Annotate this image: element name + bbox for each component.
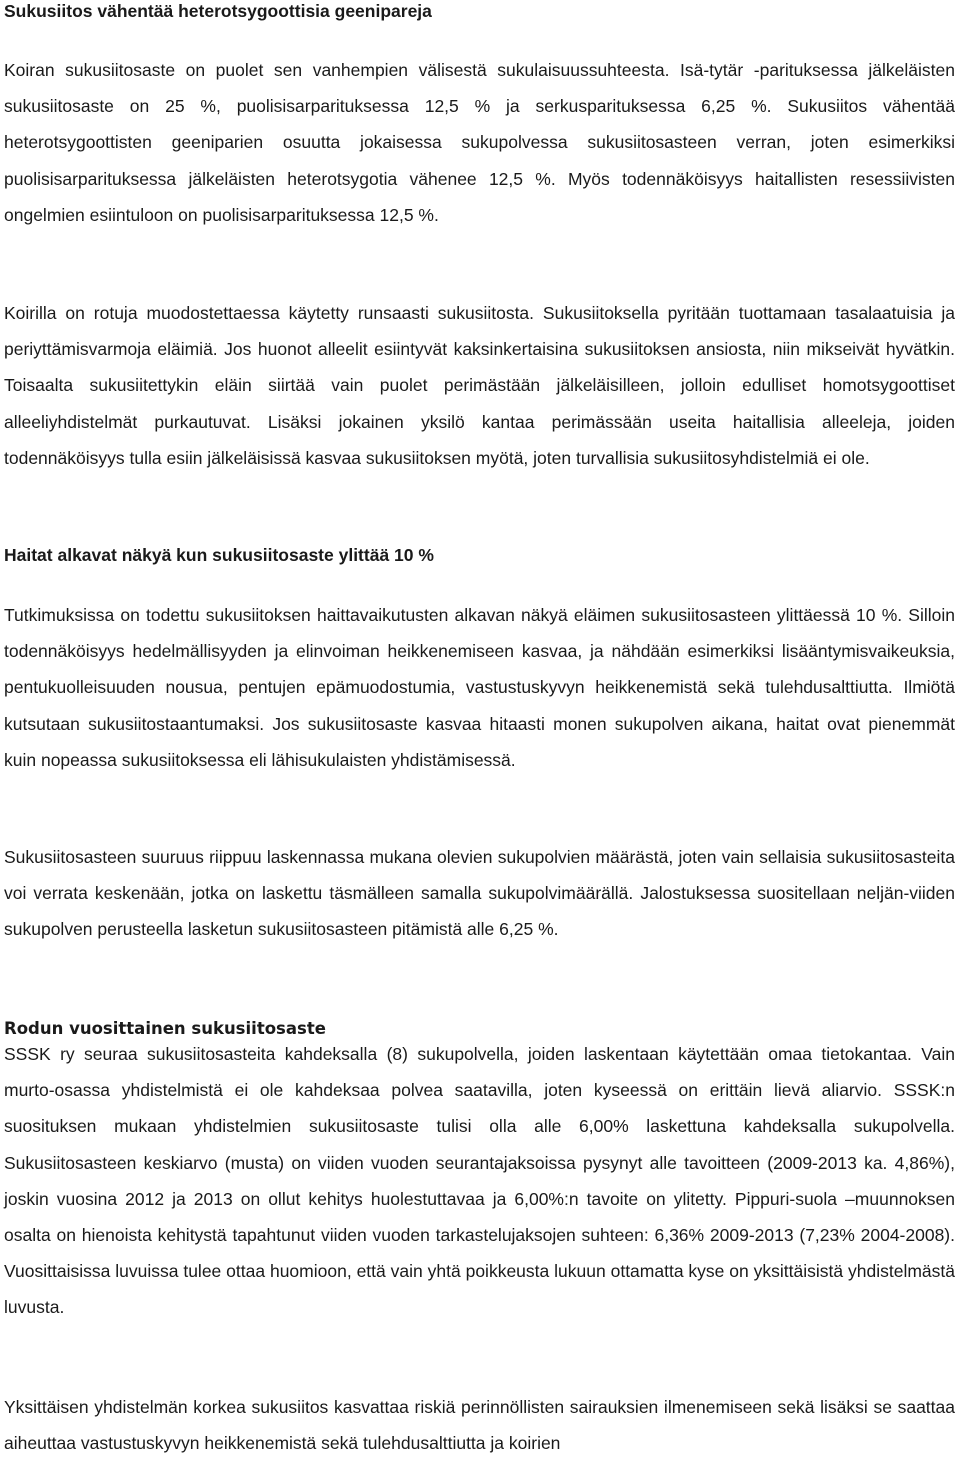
paragraph-inbreeding-depression: Tutkimuksissa on todettu sukusiitoksen haittavaikutusten alkavan näkyä eläimen sukusiitosasteen ylittäessä 10 %. Silloin todennäköisyys hedelmällisyyden ja elinvoiman heikkenemiseen kasvaa, ja nähdään esimerkiksi lisääntymisvaikeuksia, pentukuolleisuuden nousua, pentujen epämuodostumia, vastustuskyvyn heikkenemistä sekä tulehdusalttiutta. Ilmiötä kutsutaan sukusiitostaantumaksi. Jos sukusiitosaste kasvaa hitaasti monen sukupolven aikana, haitat ovat pienemmät kuin nopeassa sukusiitoksessa eli lähisukulaisten yhdistämisessä. [4, 605, 955, 770]
section-title-harm-threshold: Haitat alkavat näkyä kun sukusiitosaste ylittää 10 % [4, 545, 434, 565]
section-title-yearly-inbreeding: Rodun vuosittainen sukusiitosaste [4, 1019, 326, 1038]
paragraph-single-litter-risk: Yksittäisen yhdistelmän korkea sukusiitos kasvattaa riskiä perinnöllisten sairauksien ilmenemiseen sekä lisäksi se saattaa aiheuttaa vastustuskyvyn heikkenemistä sekä tulehdusalttiutta ja koirien [4, 1397, 955, 1454]
paragraph-sssk-monitoring: SSSK ry seuraa sukusiitosasteita kahdeksalla (8) sukupolvella, joiden laskentaan käytettään omaa tietokantaa. Vain murto-osassa yhdistelmistä ei ole kahdeksaa polvea saatavilla, joten kyseessä on erittäin lievä aliarvio. SSSK:n suosituksen mukaan yhdistelmien sukusiitosaste tulisi olla alle 6,00% laskettuna kahdeksalla sukupolvella. Sukusiitosasteen keskiarvo (musta) on viiden vuoden seurantajaksoissa pysynyt alle tavoitteen (2009-2013 ka. 4,86%), joskin vuosina 2012 ja 2013 on ollut kehitys huolestuttavaa ja 6,00%:n tavoite on ylitetty. Pippuri-suola –muunnoksen osalta on hienoista kehitystä tapahtunut viiden vuoden tarkastelujaksojen suhteen: 6,36% 2009-2013 (7,23% 2004-2008). Vuosittaisissa luvuissa tulee ottaa huomioon, että vain yhtä poikkeusta lukuun ottamatta kyse on yksittäisistä yhdistelmästä luvusta. [4, 1044, 955, 1318]
paragraph-breed-formation: Koirilla on rotuja muodostettaessa käytetty runsaasti sukusiitosta. Sukusiitoksella pyritään tuottamaan tasalaatuisia ja periyttämisvarmoja eläimiä. Jos huonot alleelit esiintyvät kaksinkertaisina sukusiitoksen ansiosta, niin mikseivät hyvätkin. Toisaalta sukusiitettykin eläin siirtää vain puolet perimästään jälkeläisilleen, jolloin edulliset homotsygoottiset alleeliyhdistelmät purkautuvat. Lisäksi jokainen yksilö kantaa perimässään useita haitallisia alleeleja, joiden todennäköisyys tulla esiin jälkeläisissä kasvaa sukusiitoksen myötä, joten turvallisia sukusiitosyhdistelmiä ei ole. [4, 303, 955, 468]
section-title-inbreeding-heterozygosity: Sukusiitos vähentää heterotsygoottisia geenipareja [4, 1, 432, 21]
paragraph-inbreeding-coefficient: Koiran sukusiitosaste on puolet sen vanhempien välisestä sukulaisuussuhteesta. Isä-tytär -parituksessa jälkeläisten sukusiitosaste on 25 %, puolisisarparituksessa 12,5 % ja serkusparituksessa 6,25 %. Sukusiitos vähentää heterotsygoottisten geeniparien osuutta jokaisessa sukupolvessa sukusiitosasteen verran, joten esimerkiksi puolisisarparituksessa jälkeläisten heterotsygotia vähenee 12,5 %. Myös todennäköisyys haitallisten resessiivisten ongelmien esiintuloon on puolisisarparituksessa 12,5 %. [4, 60, 955, 225]
paragraph-generation-count: Sukusiitosasteen suuruus riippuu laskennassa mukana olevien sukupolvien määrästä, joten vain sellaisia sukusiitosasteita voi verrata keskenään, jotka on laskettu täsmälleen samalla sukupolvimäärällä. Jalostuksessa suositellaan neljän-viiden sukupolven perusteella lasketun sukusiitosasteen pitämistä alle 6,25 %. [4, 847, 955, 940]
